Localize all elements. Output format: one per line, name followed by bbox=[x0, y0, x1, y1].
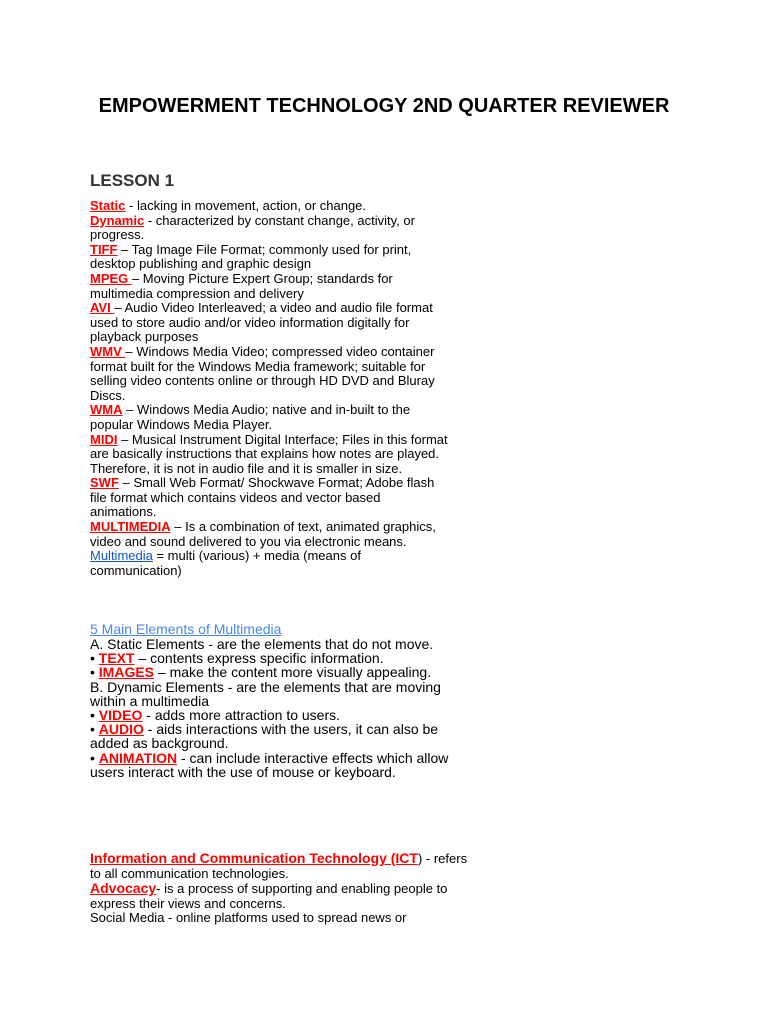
term-video: VIDEO bbox=[98, 707, 143, 724]
term-midi: MIDI bbox=[90, 431, 118, 447]
definition-text: – contents express specific information. bbox=[134, 650, 384, 667]
glossary-entry bbox=[90, 243, 450, 272]
term-avi: AVI bbox=[90, 300, 115, 316]
term-animation: ANIMATION bbox=[98, 749, 178, 766]
definition-avi: – Audio Video Interleaved; a video and audio file format used to store audio and/or video information digitally for playback purposes bbox=[90, 300, 433, 345]
glossary-entry bbox=[90, 345, 450, 403]
term-multimedia: MULTIMEDIA bbox=[90, 519, 171, 535]
ict-section bbox=[90, 851, 470, 926]
definition-swf: – Small Web Format/ Shockwave Format; Adobe flash file format which contains videos and vector based animations. bbox=[90, 475, 435, 520]
glossary-entry bbox=[90, 272, 450, 301]
definition-static: - lacking in movement, action, or change. bbox=[125, 198, 367, 213]
term-dynamic: Dynamic bbox=[90, 212, 145, 228]
term-advocacy: Advocacy bbox=[90, 880, 157, 897]
list-item bbox=[90, 722, 470, 750]
glossary-entry bbox=[90, 214, 450, 243]
bullet: • bbox=[90, 664, 99, 681]
definition-audio: - aids interactions with the users, it can also be added as background. bbox=[90, 721, 439, 752]
multimedia-note bbox=[90, 549, 450, 578]
multimedia-note-definition: = multi (various) + media (means of communication) bbox=[90, 548, 361, 578]
glossary-entry bbox=[90, 476, 450, 520]
bullet: • bbox=[90, 749, 99, 766]
definition-video: - adds more attraction to users. bbox=[142, 707, 341, 724]
definition-dynamic: - characterized by constant change, activity, or progress. bbox=[90, 212, 415, 243]
glossary-entry bbox=[90, 301, 450, 345]
list-item bbox=[90, 751, 470, 779]
bullet: • bbox=[90, 721, 99, 738]
term-swf: SWF bbox=[90, 475, 119, 491]
glossary-terms bbox=[90, 199, 450, 578]
definition-multimedia: – Is a combination of text, animated graphics, video and sound delivered to you via electronic means. bbox=[90, 519, 436, 549]
list-item bbox=[90, 708, 470, 722]
definition-wma: – Windows Media Audio; native and in-built to the popular Windows Media Player. bbox=[90, 402, 411, 432]
term-tiff: TIFF bbox=[90, 241, 118, 257]
social-media-entry: Social Media - online platforms used to spread news or bbox=[90, 910, 407, 926]
elements-section-heading[interactable]: 5 Main Elements of Multimedia bbox=[90, 621, 282, 637]
advocacy-entry bbox=[90, 881, 470, 911]
definition-mpeg: – Moving Picture Expert Group; standards for multimedia compression and delivery bbox=[90, 270, 393, 301]
term-static: Static bbox=[90, 198, 126, 213]
list-item bbox=[90, 665, 470, 679]
definition-images: – make the content more visually appealing. bbox=[154, 664, 432, 681]
multimedia-link[interactable]: Multimedia bbox=[90, 548, 153, 564]
bullet: • bbox=[90, 707, 99, 724]
term-ict: Information and Communication Technology (ICT bbox=[90, 850, 418, 866]
ict-entry bbox=[90, 851, 470, 881]
definition-animation: - can include interactive effects which allow users interact with the use of mouse or keyboard. bbox=[90, 749, 449, 780]
term-audio: AUDIO bbox=[98, 721, 144, 738]
definition-advocacy: - is a process of supporting and enabling people to express their views and concerns. bbox=[90, 881, 448, 911]
static-elements-intro: A. Static Elements - are the elements that do not move. bbox=[90, 636, 434, 652]
definition-midi: – Musical Instrument Digital Interface; Files in this format are basically instructions that explains how notes are played. Therefore, it is not in audio file and it is smaller in size. bbox=[90, 431, 448, 476]
term-text: TEXT bbox=[98, 650, 135, 667]
glossary-entry bbox=[90, 433, 450, 477]
term-wma: WMA bbox=[90, 402, 123, 418]
glossary-entry bbox=[90, 403, 450, 432]
term-images: IMAGES bbox=[98, 664, 155, 681]
dynamic-elements-intro: B. Dynamic Elements - are the elements that are moving within a multimedia bbox=[90, 678, 441, 709]
term-wmv: WMV bbox=[90, 343, 126, 359]
definition-tiff: – Tag Image File Format; commonly used for print, desktop publishing and graphic design bbox=[90, 241, 412, 272]
glossary-entry bbox=[90, 199, 450, 214]
definition-wmv: – Windows Media Video; compressed video container format built for the Windows Media framework; suitable for selling video contents online or through HD DVD and Bluray Discs. bbox=[90, 343, 435, 403]
definition-ict: ) - refers to all communication technologies. bbox=[90, 851, 468, 881]
lesson-heading: LESSON 1 bbox=[90, 171, 175, 190]
glossary-entry bbox=[90, 520, 450, 549]
document-title: EMPOWERMENT TECHNOLOGY 2ND QUARTER REVIEWER bbox=[98, 95, 670, 117]
bullet: • bbox=[90, 650, 99, 667]
term-mpeg: MPEG bbox=[90, 270, 132, 286]
elements-list bbox=[90, 637, 470, 779]
list-item bbox=[90, 651, 470, 665]
